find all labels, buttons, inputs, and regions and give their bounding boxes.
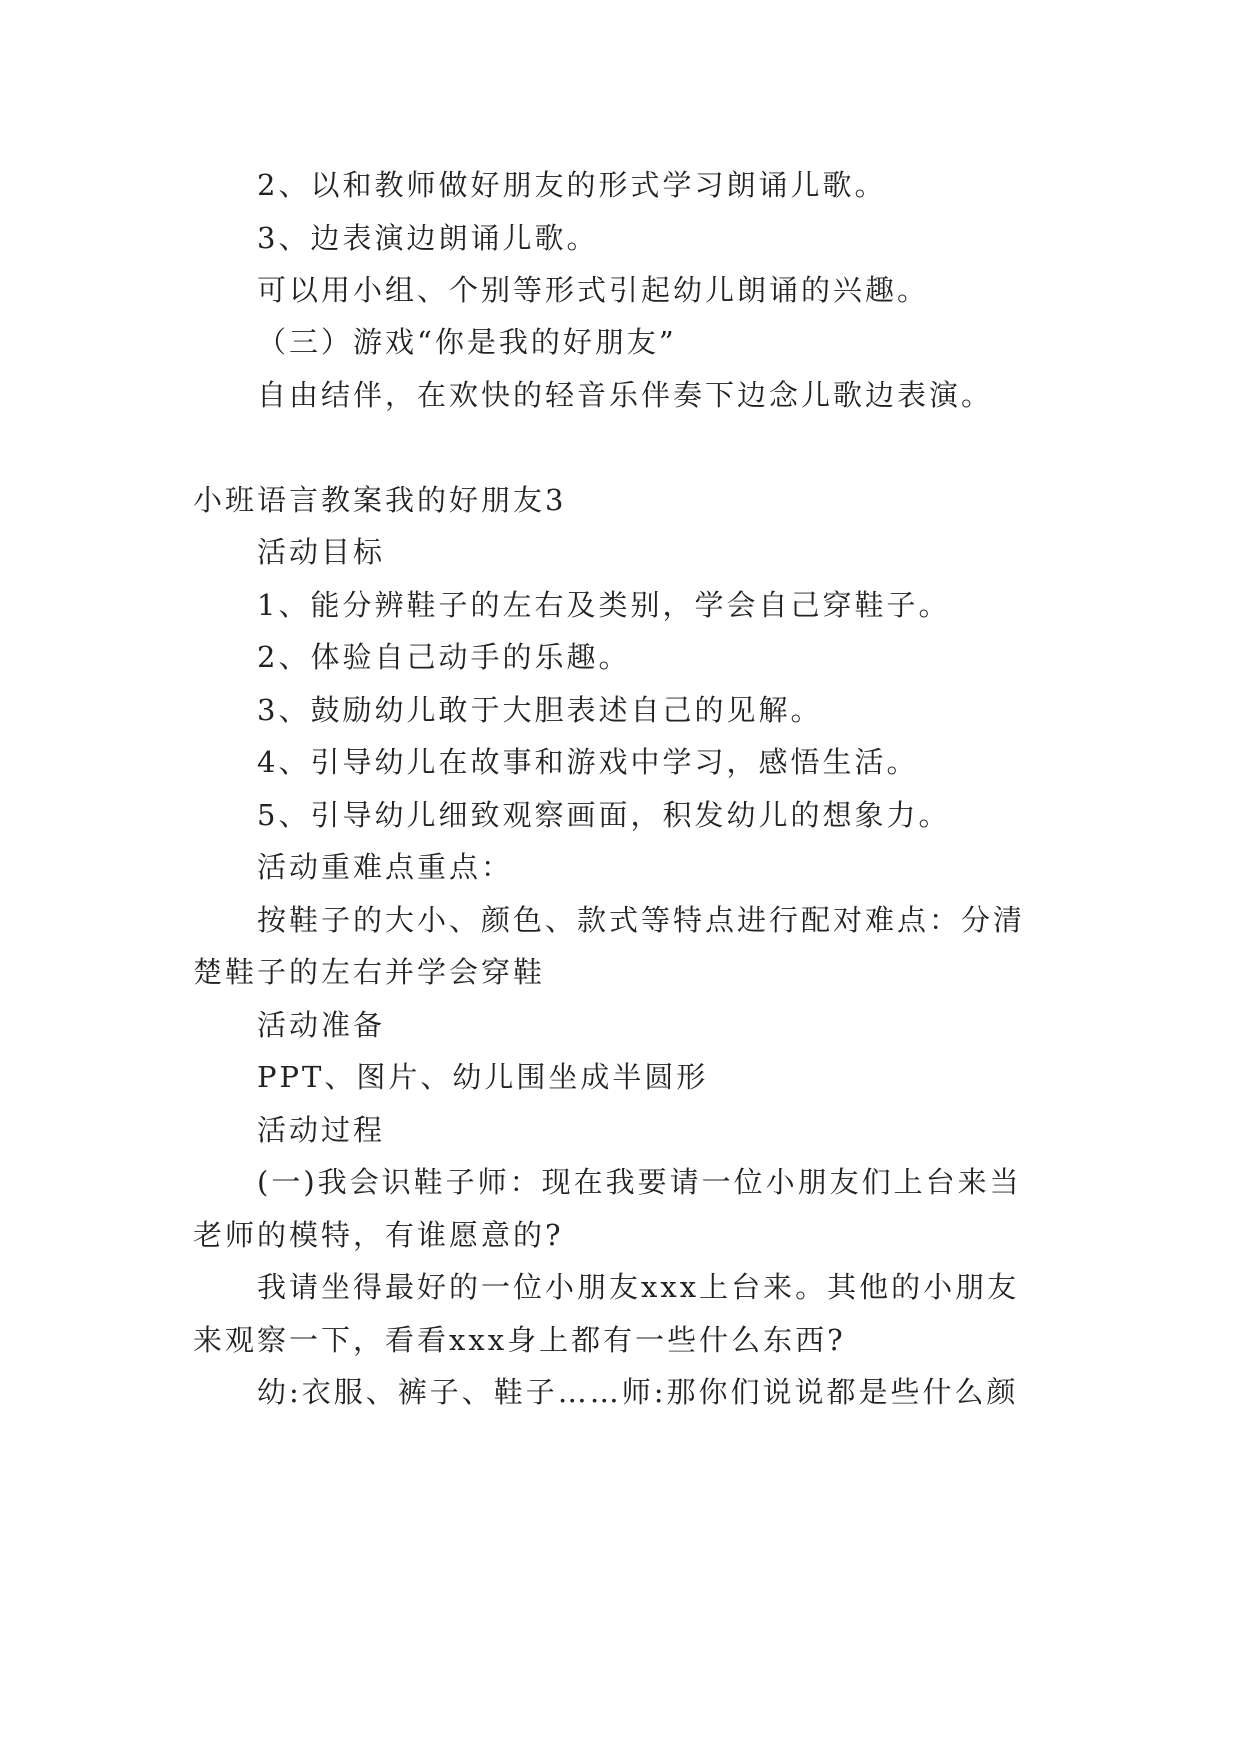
section-label: 活动目标: [257, 535, 386, 569]
list-item: 4、引导幼儿在故事和游戏中学习，感悟生活。: [257, 745, 919, 779]
paragraph: 自由结伴，在欢快的轻音乐伴奏下边念儿歌边表演。: [257, 378, 994, 412]
subheading: （三）游戏“你是我的好朋友”: [257, 325, 677, 359]
section-heading: 小班语言教案我的好朋友3: [193, 483, 567, 517]
list-item: 1、能分辨鞋子的左右及类别，学会自己穿鞋子。: [257, 588, 951, 622]
paragraph: 我请坐得最好的一位小朋友xxx上台来。其他的小朋友: [257, 1270, 1020, 1304]
list-item: 5、引导幼儿细致观察画面，积发幼儿的想象力。: [257, 798, 951, 832]
section-label: 活动重难点重点：: [257, 850, 514, 884]
list-item: 2、体验自己动手的乐趣。: [257, 640, 631, 674]
list-item: 3、鼓励幼儿敢于大胆表述自己的见解。: [257, 693, 823, 727]
paragraph: 2、以和教师做好朋友的形式学习朗诵儿歌。: [257, 168, 887, 202]
paragraph: 可以用小组、个别等形式引起幼儿朗诵的兴趣。: [257, 273, 930, 307]
paragraph-continuation: 来观察一下，看看xxx身上都有一些什么东西?: [193, 1323, 846, 1357]
paragraph: 3、边表演边朗诵儿歌。: [257, 221, 599, 255]
paragraph-continuation: 楚鞋子的左右并学会穿鞋: [193, 955, 546, 989]
paragraph: PPT、图片、幼儿围坐成半圆形: [257, 1060, 709, 1094]
paragraph: 按鞋子的大小、颜色、款式等特点进行配对难点：分清: [257, 903, 1026, 937]
paragraph: 幼:衣服、裤子、鞋子……师:那你们说说都是些什么颜: [257, 1375, 1019, 1409]
paragraph: (一)我会识鞋子师：现在我要请一位小朋友们上台来当: [257, 1165, 1022, 1199]
section-label: 活动过程: [257, 1113, 386, 1147]
paragraph-continuation: 老师的模特，有谁愿意的?: [193, 1218, 564, 1252]
section-label: 活动准备: [257, 1008, 386, 1042]
